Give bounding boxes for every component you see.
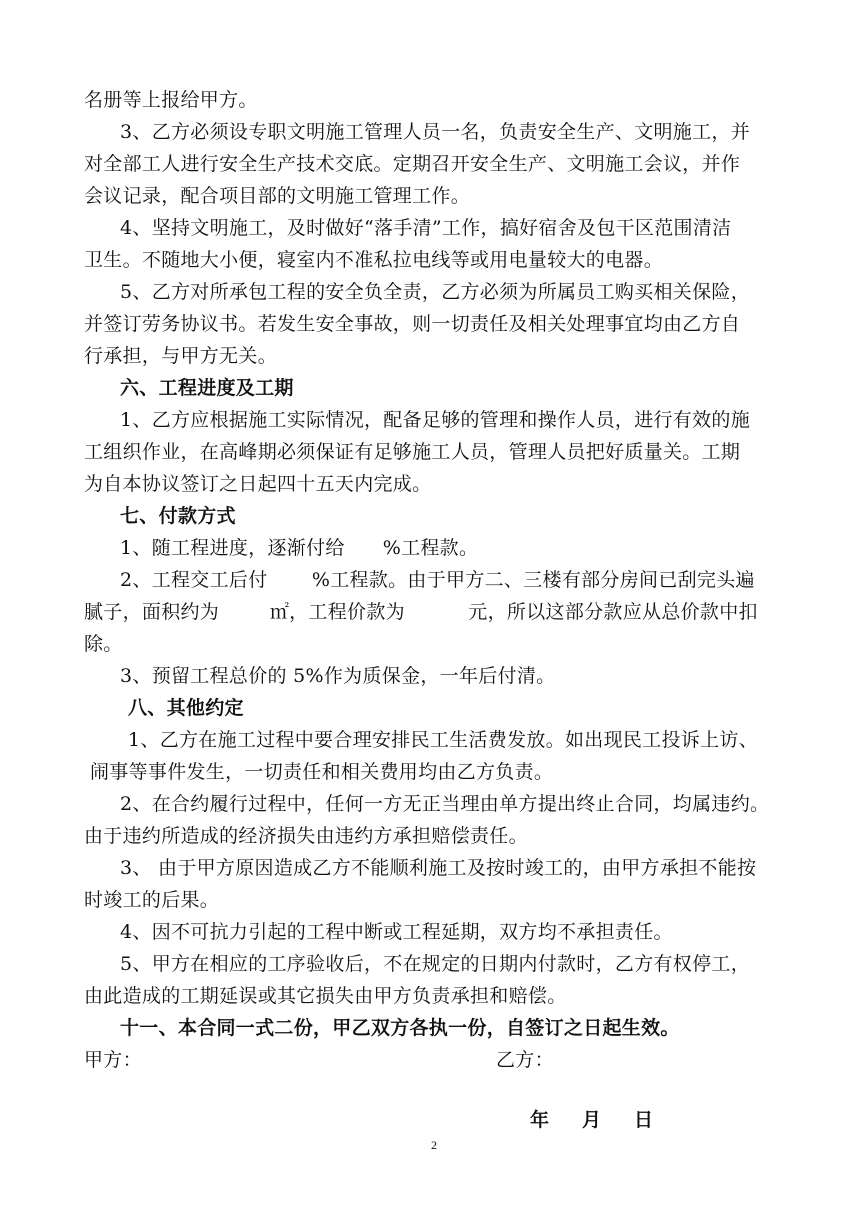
party-b-label: 乙方： xyxy=(496,1049,554,1071)
paragraph-line: 3、预留工程总价的 5%作为质保金，一年后付清。 xyxy=(120,665,556,687)
paragraph-line: 卫生。不随地大小便，寝室内不准私拉电线等或用电量较大的电器。 xyxy=(84,249,664,271)
paragraph-line: 1、乙方应根据施工实际情况，配备足够的管理和操作人员，进行有效的施 xyxy=(120,409,750,431)
paragraph-line: 4、因不可抗力引起的工程中断或工程延期，双方均不承担责任。 xyxy=(120,921,673,943)
paragraph-line: 对全部工人进行安全生产技术交底。定期召开安全生产、文明施工会议，并作 xyxy=(84,153,741,175)
page-number: 2 xyxy=(431,1138,437,1152)
section-heading: 六、工程进度及工期 xyxy=(120,377,294,399)
date-year-label: 年 xyxy=(530,1109,550,1131)
paragraph-line: 3、乙方必须设专职文明施工管理人员一名，负责安全生产、文明施工，并 xyxy=(120,121,750,143)
paragraph-line: 工组织作业，在高峰期必须保证有足够施工人员，管理人员把好质量关。工期 xyxy=(84,441,741,463)
paragraph-line: 1、乙方在施工过程中要合理安排民工生活费发放。如出现民工投诉上访、 xyxy=(128,729,758,751)
paragraph-line: 名册等上报给甲方。 xyxy=(84,89,258,111)
paragraph-line: 会议记录，配合项目部的文明施工管理工作。 xyxy=(84,185,471,207)
date-day-label: 日 xyxy=(634,1109,654,1131)
paragraph-line: 行承担，与甲方无关。 xyxy=(84,345,278,367)
paragraph-line: 5、乙方对所承包工程的安全负全责，乙方必须为所属员工购买相关保险， xyxy=(120,281,750,303)
paragraph-line: 由于违约所造成的经济损失由违约方承担赔偿责任。 xyxy=(84,825,528,847)
paragraph-line: 并签订劳务协议书。若发生安全事故，则一切责任及相关处理事宜均由乙方自 xyxy=(84,313,741,335)
paragraph-line: 除。 xyxy=(84,633,123,655)
paragraph-line: 2、在合约履行过程中，任何一方无正当理由单方提出终止合同，均属违约。 xyxy=(120,793,770,815)
section-heading: 八、其他约定 xyxy=(128,697,244,719)
closing-clause: 十一、本合同一式二份，甲乙双方各执一份，自签订之日起生效。 xyxy=(120,1017,680,1039)
paragraph-line: 5、甲方在相应的工序验收后，不在规定的日期内付款时，乙方有权停工， xyxy=(120,953,750,975)
paragraph-line: 3、 由于甲方原因造成乙方不能顺利施工及按时竣工的，由甲方承担不能按 xyxy=(120,857,757,879)
paragraph-line: 时竣工的后果。 xyxy=(84,889,220,911)
section-heading: 七、付款方式 xyxy=(120,505,236,527)
paragraph-line: 2、工程交工后付 %工程款。由于甲方二、三楼有部分房间已刮完头遍 xyxy=(120,569,755,591)
paragraph-line: 1、随工程进度，逐渐付给 %工程款。 xyxy=(120,537,479,559)
paragraph-line: 4、坚持文明施工，及时做好“落手清”工作，搞好宿舍及包干区范围清洁 xyxy=(120,217,732,239)
date-month-label: 月 xyxy=(582,1109,602,1131)
paragraph-line: 腻子，面积约为 ㎡，工程价款为 元，所以这部分款应从总价款中扣 xyxy=(84,601,758,623)
paragraph-line: 为自本协议签订之日起四十五天内完成。 xyxy=(84,473,432,495)
paragraph-line: 闹事等事件发生，一切责任和相关费用均由乙方负责。 xyxy=(90,761,554,783)
paragraph-line: 由此造成的工期延误或其它损失由甲方负责承担和赔偿。 xyxy=(84,985,567,1007)
party-a-label: 甲方： xyxy=(84,1049,142,1071)
